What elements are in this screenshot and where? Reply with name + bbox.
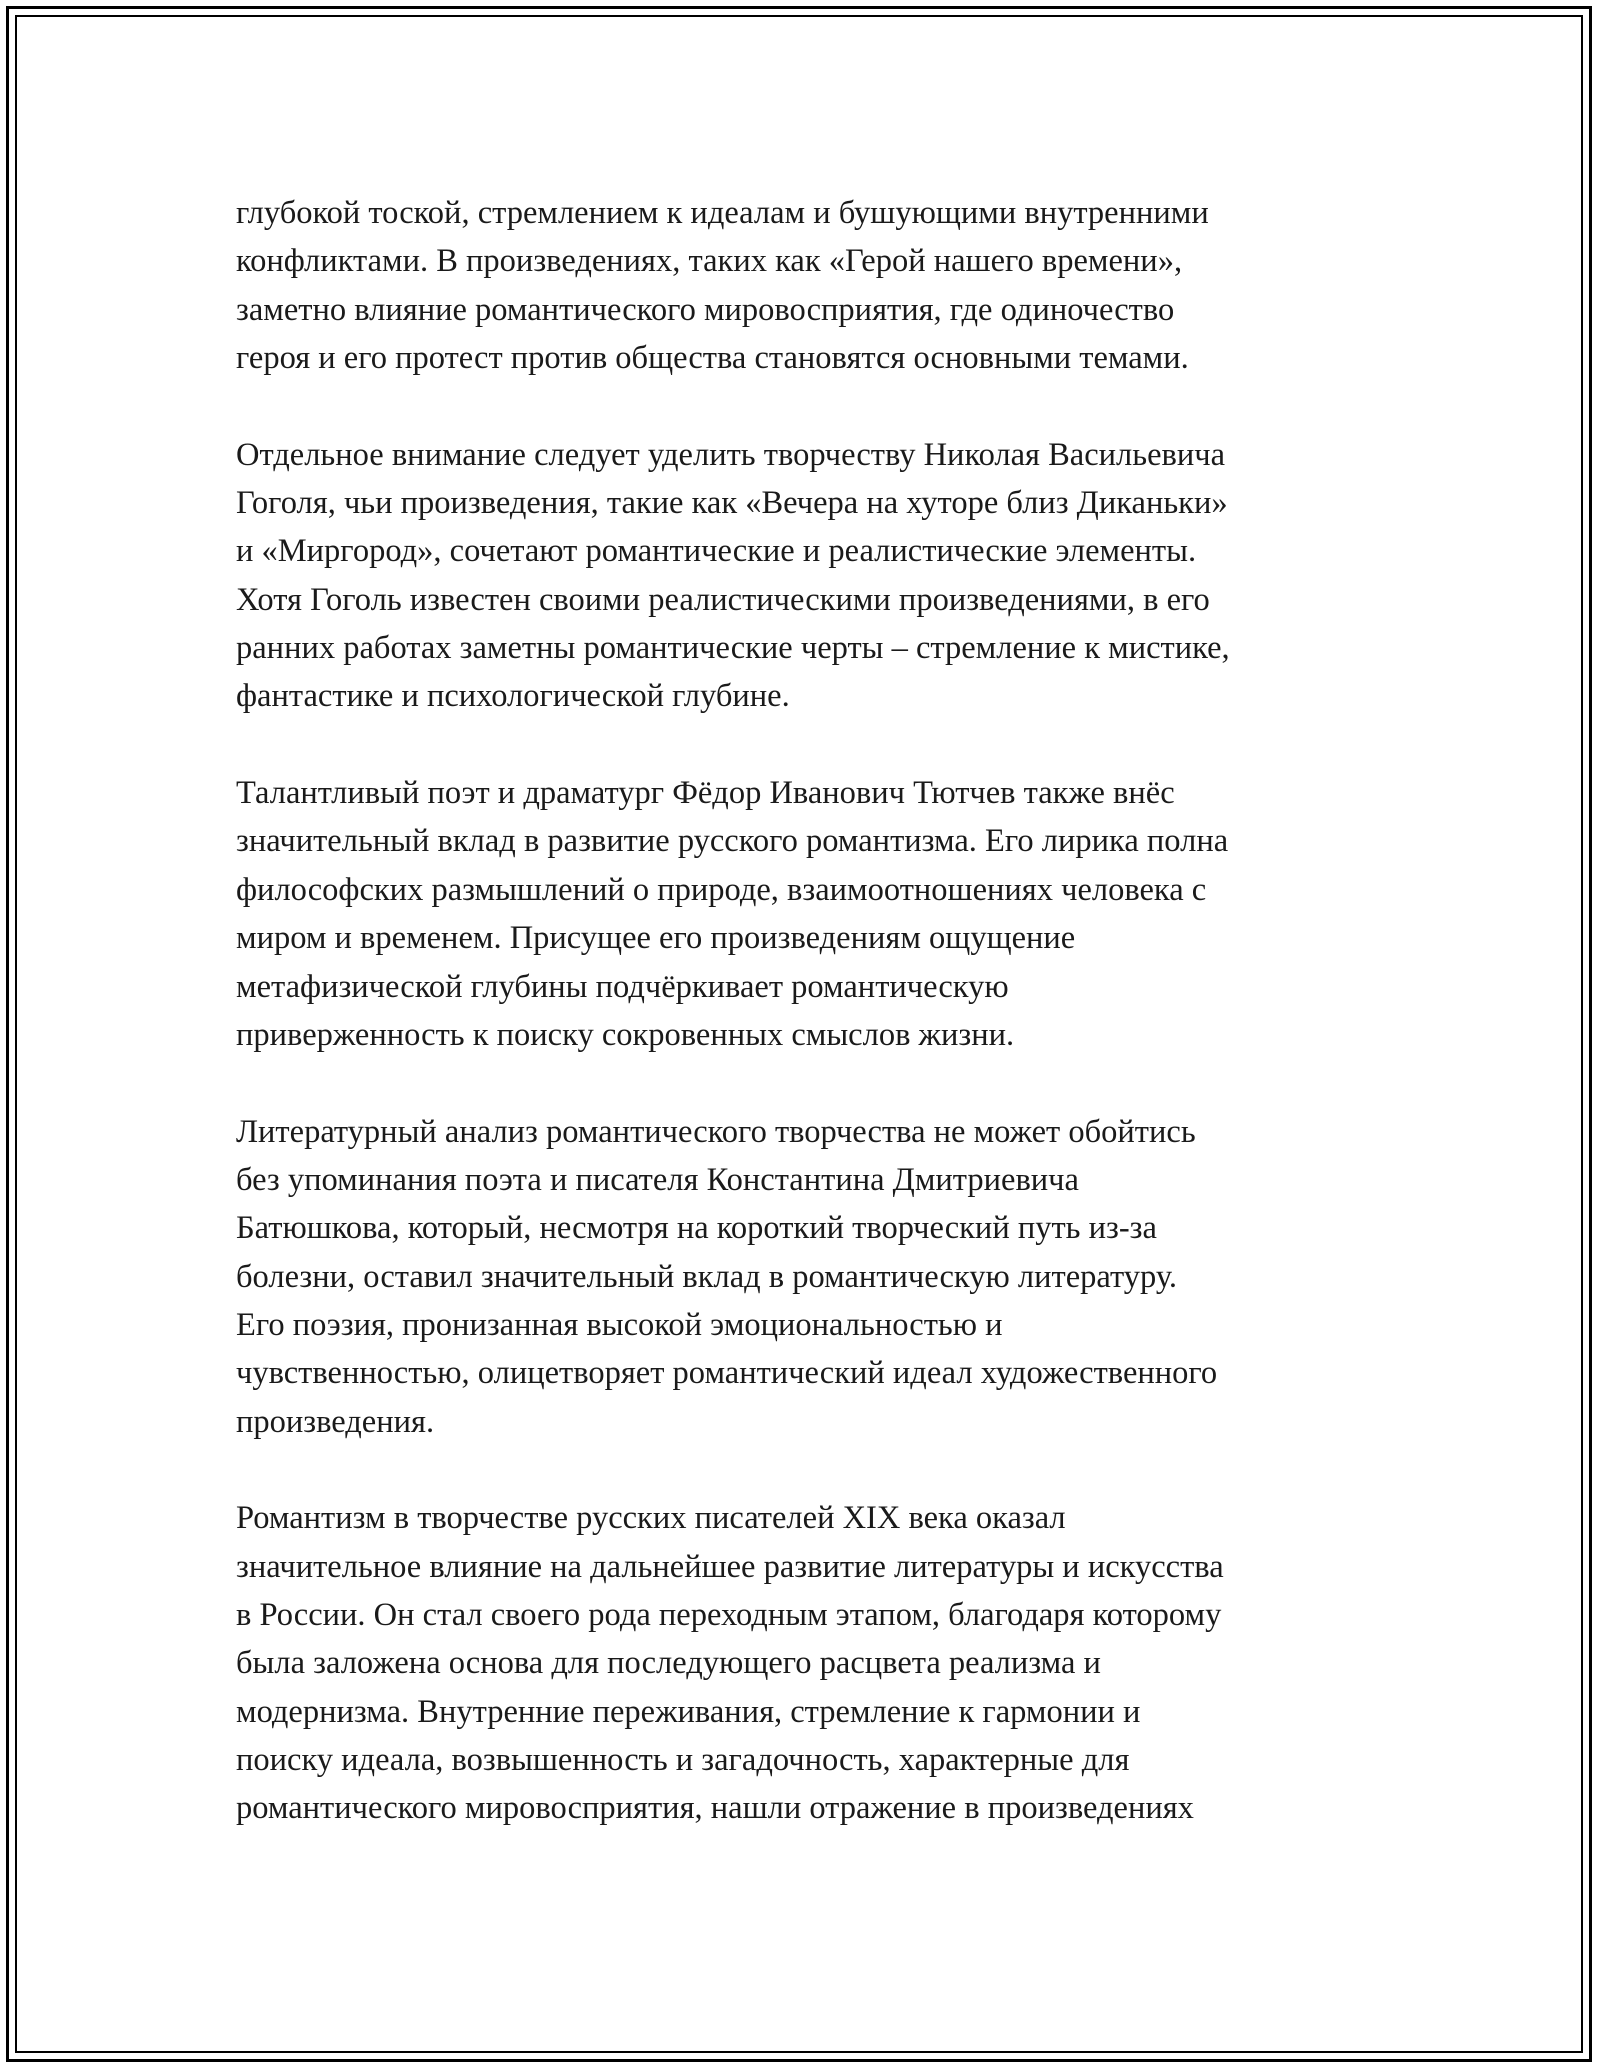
text-line: конфликтами. В произведениях, таких как «Герой нашего времени», xyxy=(236,243,1183,280)
text-line: и «Миргород», сочетают романтические и реалистические элементы. xyxy=(236,533,1197,570)
text-line: Хотя Гоголь известен своими реалистическими произведениями, в его xyxy=(236,581,1210,618)
paragraph-gap xyxy=(236,721,1376,769)
document-body xyxy=(236,189,1376,1833)
text-line: была заложена основа для последующего расцвета реализма и xyxy=(236,1645,1101,1682)
text-line: Талантливый поэт и драматург Фёдор Иванович Тютчев также внёс xyxy=(236,775,1175,812)
text-line: значительный вклад в развитие русского романтизма. Его лирика полна xyxy=(236,823,1229,860)
text-line: фантастике и психологической глубине. xyxy=(236,678,790,715)
text-line: произведения. xyxy=(236,1403,435,1440)
text-line: Романтизм в творчестве русских писателей XIX века оказал xyxy=(236,1500,1066,1537)
text-line: Отдельное внимание следует уделить творчеству Николая Васильевича xyxy=(236,436,1226,473)
text-line: метафизической глубины подчёркивает романтическую xyxy=(236,968,1009,1005)
text-line: значительное влияние на дальнейшее развитие литературы и искусства xyxy=(236,1548,1224,1585)
text-line: героя и его протест против общества становятся основными темами. xyxy=(236,340,1189,377)
text-line: романтического мировосприятия, нашли отражение в произведениях xyxy=(236,1790,1194,1827)
text-line: заметно влияние романтического мировосприятия, где одиночество xyxy=(236,291,1175,328)
paragraph-gap xyxy=(236,1059,1376,1107)
text-line: Батюшкова, который, несмотря на короткий творческий путь из-за xyxy=(236,1210,1157,1247)
text-line: философских размышлений о природе, взаимоотношениях человека с xyxy=(236,871,1207,908)
text-line: Гоголя, чьи произведения, такие как «Вечера на хуторе близ Диканьки» xyxy=(236,485,1228,522)
text-line: модернизма. Внутренние переживания, стремление к гармонии и xyxy=(236,1693,1141,1730)
paragraph-gap xyxy=(236,1446,1376,1494)
text-line: чувственностью, олицетворяет романтический идеал художественного xyxy=(236,1355,1218,1392)
text-line: Литературный анализ романтического творчества не может обойтись xyxy=(236,1113,1196,1150)
text-line: миром и временем. Присущее его произведениям ощущение xyxy=(236,920,1076,957)
text-line: поиску идеала, возвышенность и загадочность, характерные для xyxy=(236,1742,1130,1778)
text-line: приверженность к поиску сокровенных смыслов жизни. xyxy=(236,1016,1015,1053)
text-line: без упоминания поэта и писателя Константина Дмитриевича xyxy=(236,1161,1079,1198)
text-line: глубокой тоской, стремлением к идеалам и бушующими внутренними xyxy=(236,195,1209,231)
text-line: в России. Он стал своего рода переходным этапом, благодаря которому xyxy=(236,1596,1222,1633)
text-line: Его поэзия, пронизанная высокой эмоциональностью и xyxy=(236,1306,1003,1343)
text-line: ранних работах заметны романтические черты – стремление к мистике, xyxy=(236,630,1230,667)
text-line: болезни, оставил значительный вклад в романтическую литературу. xyxy=(236,1258,1177,1295)
paragraph-gap xyxy=(236,382,1376,430)
